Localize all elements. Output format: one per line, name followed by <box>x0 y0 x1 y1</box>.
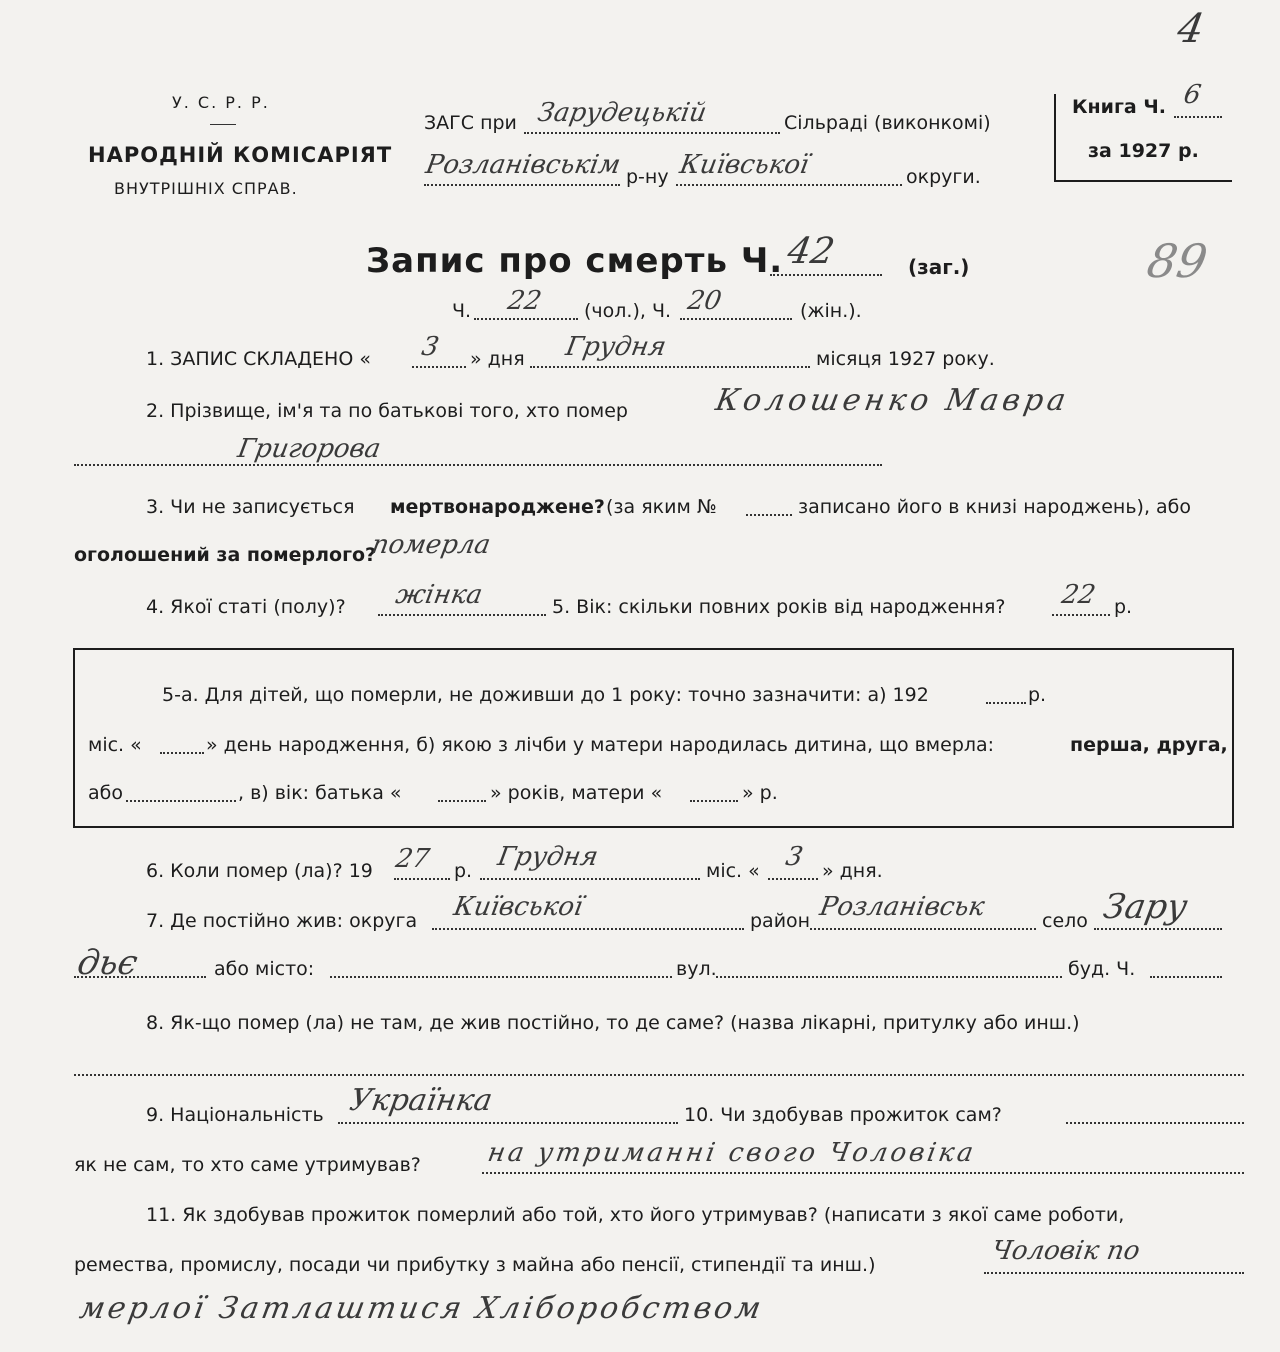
q10-value: на утриманні свого Чоловіка <box>485 1138 979 1168</box>
q6-year: 27 <box>393 844 432 874</box>
department-title: ВНУТРІШНІХ СПРАВ. <box>114 179 298 198</box>
q5a-line2-bold: перша, друга, <box>1070 734 1228 756</box>
q7-rayon-line <box>810 928 1036 930</box>
q10-value-line <box>482 1172 1244 1174</box>
q1-suffix: місяця 1927 року. <box>816 348 995 370</box>
q5a-other-line <box>126 800 236 802</box>
q6-dnya: » дня. <box>822 860 883 882</box>
female-line <box>680 318 792 320</box>
divider <box>210 124 236 125</box>
q7-okrug: Київської <box>451 892 586 922</box>
okrug-value: Київської <box>677 150 812 180</box>
q6-day-line <box>768 878 818 880</box>
q8-label: 8. Як-що помер (ла) не там, де жив постійно, то де саме? (назва лікарні, притулку або инш.) <box>146 1012 1080 1034</box>
book-line <box>1174 116 1222 118</box>
q7-rayon-label: район <box>750 910 811 932</box>
q5a-father-line <box>438 800 486 802</box>
q1-day: 3 <box>419 332 442 362</box>
q10-label: 10. Чи здобував прожиток сам? <box>684 1104 1002 1126</box>
q7-selo-cont: дьє <box>74 943 141 983</box>
q5a-line1-end: р. <box>1028 684 1047 706</box>
q11-value1: Чоловік по <box>989 1236 1143 1266</box>
q6-mis: міс. « <box>706 860 760 882</box>
margin-number-right: 89 <box>1143 234 1212 288</box>
q7-selo-label: село <box>1042 910 1088 932</box>
q3-rest: (за яким № <box>606 496 717 518</box>
q5a-line3-d: » р. <box>742 782 778 804</box>
q3-rest2: записано його в книзі народжень), або <box>798 496 1192 518</box>
q7-bud-line <box>1150 976 1222 978</box>
q5a-line3-b: , в) вік: батька « <box>238 782 402 804</box>
q10-line2: як не сам, то хто саме утримував? <box>74 1154 421 1176</box>
record-number: 42 <box>784 231 838 272</box>
q6-month-line <box>480 878 700 880</box>
q5a-line2-a: міс. « <box>88 734 142 756</box>
okrug-line <box>676 184 902 186</box>
q7-label: 7. Де постійно жив: округа <box>146 910 418 932</box>
q1-mid: » дня <box>470 348 525 370</box>
male-label: (чол.), Ч. <box>584 300 672 322</box>
q5a-line1: 5-а. Для дітей, що померли, не доживши до 1 року: точно зазначити: а) 192 <box>162 684 929 706</box>
q6-day: 3 <box>783 842 806 872</box>
q7-selo: Зару <box>1100 887 1191 927</box>
q3-line2-bold: оголошений за померлого? <box>74 544 377 566</box>
q4-value: жінка <box>393 580 485 610</box>
q3-value: померла <box>369 530 493 560</box>
q1-month-line <box>530 366 810 368</box>
q3-bold: мертвонароджене? <box>390 496 605 518</box>
q5-value: 22 <box>1059 580 1098 610</box>
general-label: (заг.) <box>908 255 970 279</box>
q6-r: р. <box>454 860 473 882</box>
q5a-line3-c: » років, матери « <box>490 782 663 804</box>
q7-okrug-line <box>432 928 744 930</box>
q2-label: 2. Прізвище, ім'я та по батькові того, хто помер <box>146 400 628 422</box>
q5-line <box>1052 614 1110 616</box>
q1-day-line <box>412 366 466 368</box>
q5a-line3-a: або <box>88 782 123 804</box>
q1-month: Грудня <box>563 332 669 362</box>
q10-line <box>1066 1122 1244 1124</box>
male-prefix: Ч. <box>452 300 472 322</box>
district-value: Розланівськім <box>423 150 623 180</box>
q5a-line2-b: » день народження, б) якою з лічби у матери народилась дитина, що вмерла: <box>206 734 995 756</box>
q9-label: 9. Національність <box>146 1104 324 1126</box>
margin-mark-top-right: 4 <box>1173 6 1208 52</box>
q5-suffix: р. <box>1114 596 1133 618</box>
district-label: р-ну <box>626 166 669 188</box>
zags-value: Зарудецькій <box>535 98 709 128</box>
q11-line2: ремества, промислу, посади чи прибутку з майна або пенсії, стипендії та инш.) <box>74 1254 876 1276</box>
q1-prefix: 1. ЗАПИС СКЛАДЕНО « <box>146 348 371 370</box>
q4-label: 4. Якої статі (полу)? <box>146 596 346 618</box>
record-title: Запис про смерть Ч. <box>366 241 784 281</box>
q4-line <box>378 614 546 616</box>
q7-vul-line <box>716 976 1062 978</box>
q3-label: 3. Чи не записується <box>146 496 355 518</box>
republic-label: У. С. Р. Р. <box>172 93 270 112</box>
commissariat-title: НАРОДНІЙ КОМІСАРІЯТ <box>88 143 393 167</box>
q6-month: Грудня <box>495 842 601 872</box>
q5a-mother-line <box>690 800 738 802</box>
zags-line <box>524 132 780 134</box>
male-line <box>474 318 578 320</box>
zags-prefix: ЗАГС при <box>424 112 517 134</box>
book-label: Книга Ч. <box>1072 96 1166 118</box>
q5a-month-line <box>160 752 204 754</box>
female-value: 20 <box>685 286 724 316</box>
q6-year-line <box>394 878 450 880</box>
council-suffix: Сільраді (виконкомі) <box>784 112 991 134</box>
q11-line1: 11. Як здобував прожиток померлий або той, хто його утримував? (написати з якої саме роботи, <box>146 1204 1125 1226</box>
q8-line <box>74 1074 1244 1076</box>
q2-value-line1: Колошенко Мавра <box>713 383 1073 418</box>
q7-misto-line <box>330 976 672 978</box>
q9-line <box>338 1122 678 1124</box>
q3-no-line <box>746 514 792 516</box>
q7-rayon: Розланівськ <box>817 892 987 922</box>
female-label: (жін.). <box>800 300 862 322</box>
male-value: 22 <box>505 286 544 316</box>
q7-bud: буд. Ч. <box>1068 958 1136 980</box>
q7-vul: вул. <box>676 958 717 980</box>
q11-line2-fill <box>984 1272 1244 1274</box>
q7-misto: або місто: <box>214 958 315 980</box>
q2-value-line2: Григорова <box>235 434 383 464</box>
q7-selo-cont-line <box>74 976 206 978</box>
q2-line2 <box>74 464 882 466</box>
book-year: за 1927 р. <box>1088 140 1199 162</box>
okrug-label: округи. <box>906 166 981 188</box>
district-line <box>424 184 620 186</box>
q5a-year-line <box>986 702 1026 704</box>
q6-label: 6. Коли помер (ла)? 19 <box>146 860 373 882</box>
q9-value: Українка <box>347 1083 496 1118</box>
q11-value2: мерлої Затлаштися Хліборобством <box>77 1291 767 1326</box>
q7-selo-line <box>1094 928 1222 930</box>
q5-label: 5. Вік: скільки повних років від народження? <box>552 596 1006 618</box>
record-number-line <box>770 274 882 276</box>
book-value: 6 <box>1181 80 1204 110</box>
